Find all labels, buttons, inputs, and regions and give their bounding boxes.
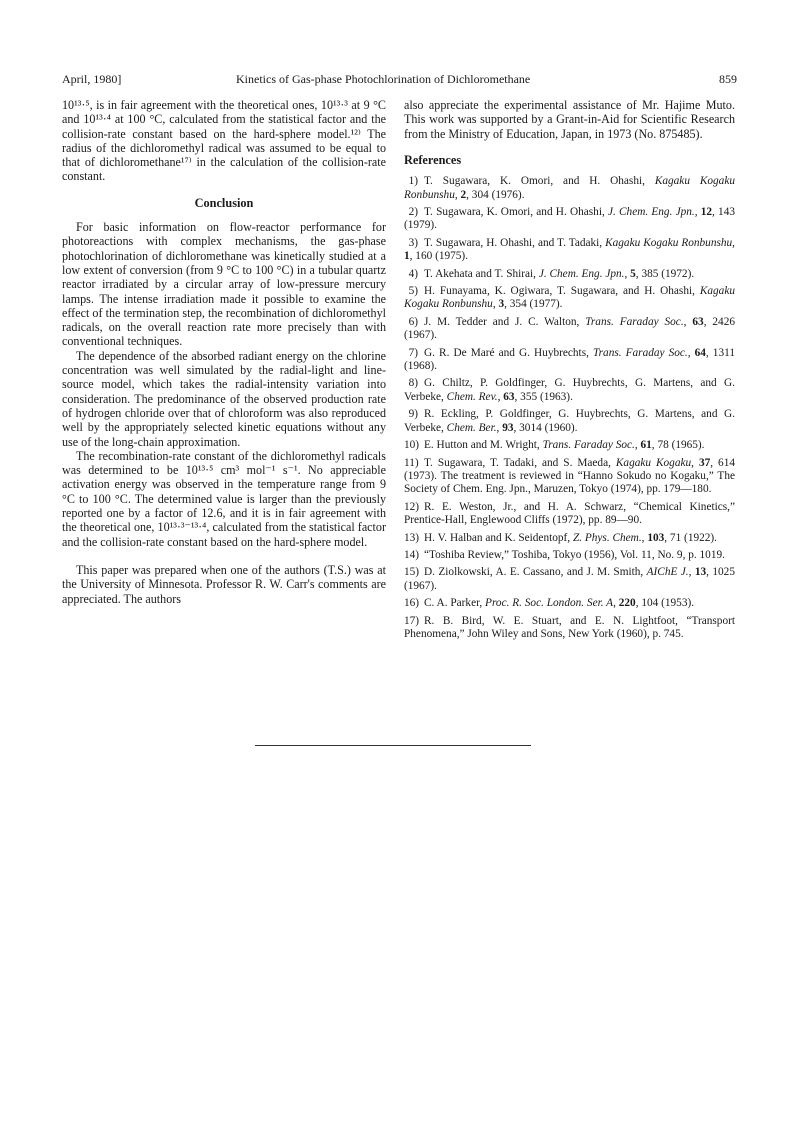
reference-text: G. Chiltz, P. Goldfinger, G. Huybrechts, G. Martens, and G. Verbeke, Chem. Rev., 63, 355 (1963). xyxy=(404,377,735,403)
references-heading: References xyxy=(404,152,462,167)
reference-text: R. E. Weston, Jr., and H. A. Schwarz, “Chemical Kinetics,” Prentice-Hall, Englewood Cliffs (1972), pp. 89—90. xyxy=(404,500,735,527)
end-rule xyxy=(255,745,531,746)
reference-item xyxy=(404,175,735,202)
intro-paragraph: 10¹³·⁵, is in fair agreement with the theoretical ones, 10¹³·³ at 9 °C and 10¹³·⁴ at 100 °C, calculated from the statistical factor and the collision-rate constant based on the hard-sphere model.¹²⁾ The radius of the dichloromethyl radical was assumed to be equal to that of dichloromethane¹⁷⁾ in the calculation of the collision-rate constant. xyxy=(62,98,386,184)
reference-text: C. A. Parker, Proc. R. Soc. London. Ser. A, 220, 104 (1953). xyxy=(424,597,695,610)
reference-item xyxy=(404,532,735,545)
reference-number: 16) xyxy=(404,597,420,610)
reference-number: 17) xyxy=(404,614,420,627)
issue-date: April, 1980] xyxy=(62,72,122,86)
reference-item xyxy=(404,549,735,562)
reference-number: 6) xyxy=(408,315,418,328)
reference-item xyxy=(404,347,735,374)
conclusion-paragraph-2: The dependence of the absorbed radiant energy on the chlorine concentration was well simulated by the radial-light and line-source model, which takes the radial-intensity variation into consideration. The predominance of the observed production rate of hydrogen chloride over that of chloroform was also reproduced well by the appropriately selected kinetic equations without any use of the long-chain approximation. xyxy=(62,348,386,449)
reference-text: H. V. Halban and K. Seidentopf, Z. Phys. Chem., 103, 71 (1922). xyxy=(424,531,717,544)
reference-item xyxy=(404,615,735,642)
acknowledgment-paragraph: This paper was prepared when one of the authors (T.S.) was at the University of Minnesota. Professor R. W. Carr's comments are appreciated. The authors xyxy=(62,562,386,606)
conclusion-paragraph-3: The recombination-rate constant of the dichloromethyl radicals was determined to be 10¹³·⁵ cm³ mol⁻¹ s⁻¹. No appreciable activation energy was observed in the temperature range from 9 °C to 100 °C. The determined value is larger than the previously reported one by a factor of 12.6, and it is in fair agreement with the theoretical one, 10¹³·³⁻¹³·⁴, calculated from the statistical factor and the collision-rate constant based on the hard-sphere model. xyxy=(62,448,386,549)
reference-item xyxy=(404,501,735,528)
acknowledgment-continuation: also appreciate the experimental assistance of Mr. Hajime Muto. This work was supported by a Grant-in-Aid for Scientific Research from the Ministry of Education, Japan, in 1973 (No. 875485). xyxy=(404,98,735,141)
reference-text: J. M. Tedder and J. C. Walton, Trans. Faraday Soc., 63, 2426 (1967). xyxy=(404,315,736,342)
reference-text: “Toshiba Review,” Toshiba, Tokyo (1956), Vol. 11, No. 9, p. 1019. xyxy=(424,548,725,561)
running-head xyxy=(0,72,793,88)
reference-item xyxy=(404,316,735,343)
reference-number: 8) xyxy=(408,377,418,390)
reference-number: 14) xyxy=(404,548,420,561)
reference-item xyxy=(404,377,735,404)
reference-item xyxy=(404,206,735,233)
reference-number: 4) xyxy=(408,267,418,280)
reference-text: T. Sugawara, T. Tadaki, and S. Maeda, Kagaku Kogaku, 37, 614 (1973). The treatment is reviewed in “Hanno Sokudo no Kogaku,” The Society of Chem. Eng. Jpn., Maruzen, Tokyo (1974), pp. 179—180. xyxy=(404,456,735,496)
reference-text: H. Funayama, K. Ogiwara, T. Sugawara, and H. Ohashi, Kagaku Kogaku Ronbunshu, 3, 354 (1977). xyxy=(404,285,735,311)
reference-number: 2) xyxy=(408,206,418,218)
reference-number: 1) xyxy=(408,175,418,188)
running-title: Kinetics of Gas-phase Photochlorination of Dichloromethane xyxy=(236,72,531,86)
reference-list xyxy=(404,175,735,641)
reference-item xyxy=(404,285,735,312)
left-column xyxy=(62,98,386,606)
right-column xyxy=(404,98,735,645)
reference-number: 9) xyxy=(408,408,418,421)
reference-text: T. Akehata and T. Shirai, J. Chem. Eng. Jpn., 5, 385 (1972). xyxy=(424,267,695,280)
reference-number: 10) xyxy=(404,439,420,452)
reference-item xyxy=(404,566,735,593)
reference-item xyxy=(404,439,735,452)
reference-number: 5) xyxy=(408,285,418,298)
reference-text: G. R. De Maré and G. Huybrechts, Trans. Faraday Soc., 64, 1311 (1968). xyxy=(404,346,735,373)
conclusion-heading: Conclusion xyxy=(194,195,254,210)
reference-text: T. Sugawara, H. Ohashi, and T. Tadaki, Kagaku Kogaku Ronbunshu, 1, 160 (1975). xyxy=(404,236,735,263)
reference-text: T. Sugawara, K. Omori, and H. Ohashi, J. Chem. Eng. Jpn., 12, 143 (1979). xyxy=(404,206,735,232)
reference-text: R. Eckling, P. Goldfinger, G. Huybrechts, G. Martens, and G. Verbeke, Chem. Ber., 93, 3014 (1960). xyxy=(404,408,735,434)
reference-text: R. B. Bird, W. E. Stuart, and E. N. Lightfoot, “Transport Phenomena,” John Wiley and Sons, New York (1960), p. 745. xyxy=(404,614,735,640)
reference-item xyxy=(404,597,735,610)
reference-text: T. Sugawara, K. Omori, and H. Ohashi, Kagaku Kogaku Ronbunshu, 2, 304 (1976). xyxy=(404,175,735,201)
conclusion-paragraph-1: For basic information on flow-reactor performance for photoreactions with complex mechanisms, the gas-phase photochlorination of dichloromethane was kinetically studied at a low extent of conversion (from 9 °C to 100 °C) in a tubular quartz reactor irradiated by a circular array of low-pressure mercury lamps. The intense irradiation made it possible to examine the effect of the termination step, the recombination of dichloromethyl radicals, on the overall reaction rate more precisely than with conventional techniques. xyxy=(62,220,386,349)
page-number: 859 xyxy=(719,72,737,86)
reference-text: D. Ziolkowski, A. E. Cassano, and J. M. Smith, AIChE J., 13, 1025 (1967). xyxy=(404,566,735,592)
reference-item xyxy=(404,457,735,497)
reference-item xyxy=(404,268,735,281)
reference-number: 12) xyxy=(404,500,420,513)
reference-number: 13) xyxy=(404,531,420,544)
reference-number: 7) xyxy=(408,346,418,359)
reference-text: E. Hutton and M. Wright, Trans. Faraday Soc., 61, 78 (1965). xyxy=(424,439,705,452)
reference-number: 15) xyxy=(404,566,420,579)
reference-item xyxy=(404,408,735,435)
reference-item xyxy=(404,237,735,264)
reference-number: 3) xyxy=(408,236,418,249)
reference-number: 11) xyxy=(404,456,419,469)
